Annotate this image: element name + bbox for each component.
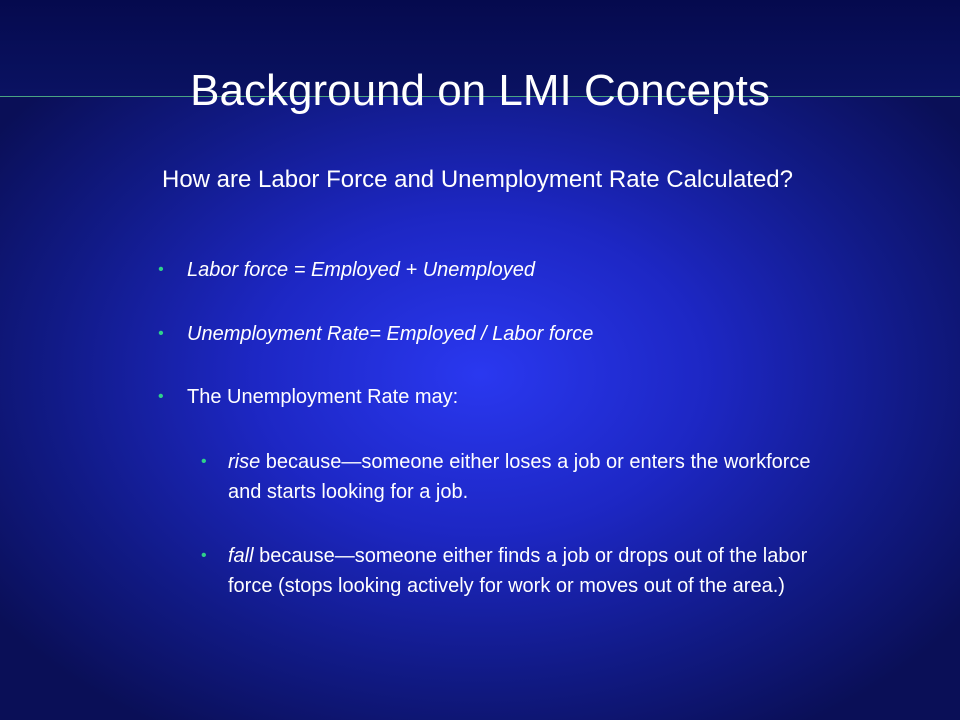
- bullet-labor-force: [158, 255, 807, 285]
- bullet-text: Labor force = Employed + Unemployed: [187, 259, 535, 281]
- sub-bullet-fall: [201, 541, 828, 601]
- bullet-dot-icon: •: [201, 453, 207, 470]
- bullet-dot-icon: •: [201, 547, 207, 564]
- bullet-dot-icon: •: [158, 325, 164, 342]
- sub-bullet-text: because—someone either finds a job or drops out of the labor force (stops looking actively for work or moves out of the area.): [228, 545, 808, 597]
- sub-bullet-rise: [201, 447, 828, 507]
- bullet-rate-may: [158, 382, 807, 412]
- slide-title: Background on LMI Concepts: [190, 66, 770, 116]
- sub-bullet-lead: rise: [228, 451, 261, 473]
- bullet-dot-icon: •: [158, 261, 164, 278]
- slide-subtitle: How are Labor Force and Unemployment Rate Calculated?: [162, 166, 793, 193]
- bullet-dot-icon: •: [158, 388, 164, 405]
- bullet-text: The Unemployment Rate may:: [187, 386, 459, 408]
- sub-bullet-text: because—someone either loses a job or enters the workforce and starts looking for a job.: [228, 451, 811, 503]
- bullet-text: Unemployment Rate= Employed / Labor force: [187, 323, 594, 345]
- bullet-unemployment-rate: [158, 319, 807, 349]
- sub-bullet-lead: fall: [228, 545, 254, 567]
